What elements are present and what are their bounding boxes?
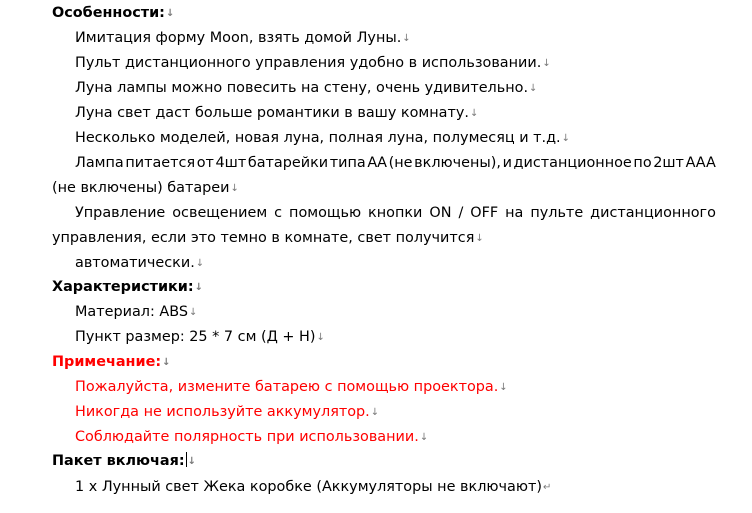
justified-word: типа: [329, 155, 366, 171]
note-heading: [52, 352, 170, 372]
note-title: Примечание:: [52, 354, 162, 370]
feature-item: [75, 28, 411, 48]
justified-word: OFF: [470, 205, 499, 221]
line-break-mark: ↓: [230, 183, 239, 194]
line-break-mark: ↓: [469, 108, 479, 119]
justified-word: 2шт: [653, 155, 684, 171]
justified-word: помощью: [289, 205, 362, 221]
package-text: 1 x Лунный свет Жека коробке (Аккумуляторы не включают): [75, 479, 542, 495]
justified-word: пульте: [530, 205, 584, 221]
line-break-mark: ↓: [499, 382, 508, 393]
justified-word: Лампа: [75, 155, 124, 171]
battery-text: (не включены) батареи: [52, 180, 230, 196]
justified-word: включены),: [414, 155, 501, 171]
line-break-mark: ↓: [419, 432, 429, 443]
features-heading: [52, 3, 174, 23]
justified-word: питается: [125, 155, 196, 171]
justified-word: ON: [429, 205, 452, 221]
line-break-mark: ↓: [316, 332, 325, 343]
feature-text: Луна лампы можно повесить на стену, очень удивительно.: [75, 80, 529, 96]
justified-word: на: [505, 205, 524, 221]
battery-line-2: [52, 178, 239, 198]
note-text: Соблюдайте полярность при использовании.: [75, 429, 419, 445]
control-text: управления, если это темно в комнате, свет получится: [52, 230, 475, 246]
specs-title: Характеристики:: [52, 279, 194, 295]
spec-item: [75, 327, 325, 347]
line-break-mark: ↓: [542, 58, 551, 69]
control-line-3: [75, 253, 204, 273]
control-line-justified: [75, 203, 716, 223]
feature-item: [75, 128, 570, 148]
feature-text: Имитация форму Moon, взять домой Луны.: [75, 30, 402, 46]
justified-word: с: [274, 205, 283, 221]
justified-word: AAA: [685, 155, 716, 171]
line-break-mark: ↓: [529, 83, 538, 94]
justified-word: Управление: [75, 205, 166, 221]
line-break-mark: ↓: [187, 456, 197, 467]
battery-line-justified: [75, 153, 716, 173]
features-title: Особенности:: [52, 5, 165, 21]
text-cursor: [186, 452, 187, 467]
package-title: Пакет включая:: [52, 453, 185, 469]
spec-text: Материал: ABS: [75, 304, 188, 320]
note-item: [75, 402, 379, 422]
line-break-mark: ↓: [189, 307, 198, 318]
feature-text: Луна свет даст больше романтики в вашу комнату.: [75, 105, 469, 121]
note-text: Пожалуйста, измените батарею с помощью проектора.: [75, 379, 499, 395]
justified-word: батарейки: [247, 155, 329, 171]
paragraph-mark: ↵: [542, 482, 552, 493]
note-text: Никогда не используйте аккумулятор.: [75, 404, 370, 420]
specs-heading: [52, 277, 203, 297]
feature-item: [75, 103, 478, 123]
justified-word: освещением: [172, 205, 268, 221]
justified-word: дистанционное: [513, 155, 632, 171]
line-break-mark: ↓: [195, 258, 205, 269]
feature-item: [75, 78, 537, 98]
line-break-mark: ↓: [475, 233, 484, 244]
justified-word: и: [502, 155, 512, 171]
line-break-mark: ↓: [370, 407, 380, 418]
package-item: [75, 477, 551, 497]
justified-word: 4шт: [215, 155, 247, 171]
note-item: [75, 377, 508, 397]
line-break-mark: ↓: [162, 357, 171, 368]
note-item: [75, 427, 428, 447]
justified-word: дистанционного: [590, 205, 716, 221]
justified-word: /: [458, 205, 464, 221]
spec-text: Пункт размер: 25 * 7 см (Д + Н): [75, 329, 316, 345]
line-break-mark: ↓: [561, 133, 571, 144]
justified-word: (не: [388, 155, 413, 171]
line-break-mark: ↓: [402, 33, 411, 44]
feature-item: [75, 53, 551, 73]
feature-text: Пульт дистанционного управления удобно в использовании.: [75, 55, 542, 71]
package-heading: [52, 451, 196, 471]
justified-word: АА: [367, 155, 388, 171]
justified-word: кнопки: [368, 205, 423, 221]
spec-item: [75, 302, 197, 322]
line-break-mark: ↓: [165, 8, 175, 19]
line-break-mark: ↓: [194, 282, 204, 293]
feature-text: Несколько моделей, новая луна, полная луна, полумесяц и т.д.: [75, 130, 561, 146]
control-text: автоматически.: [75, 255, 195, 271]
justified-word: по: [633, 155, 652, 171]
control-line-2: [52, 228, 484, 248]
justified-word: от: [196, 155, 214, 171]
